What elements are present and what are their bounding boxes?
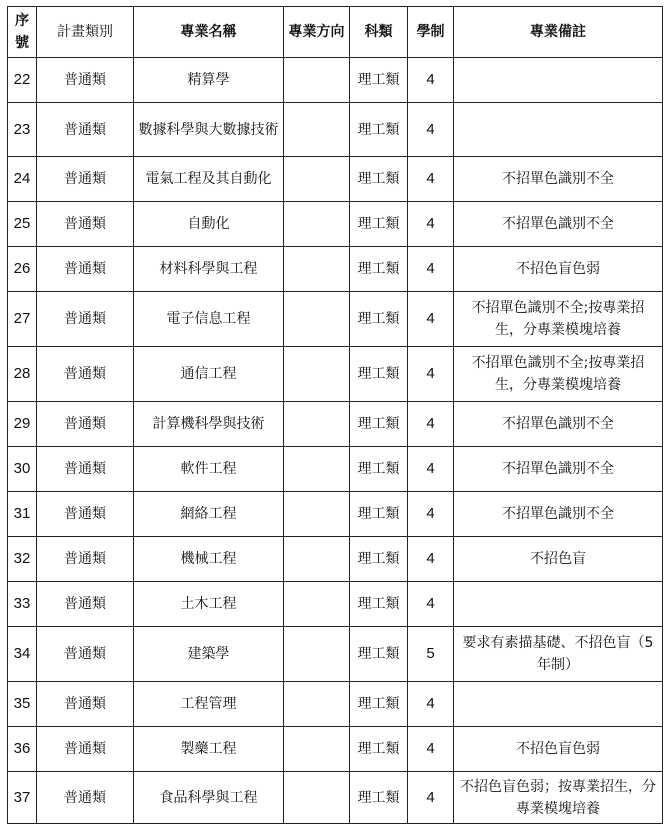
header-row <box>8 7 663 58</box>
cell-major: 電子信息工程 <box>134 292 284 347</box>
cell-plan: 普通類 <box>37 447 134 492</box>
table-row <box>8 582 663 627</box>
cell-note: 不招單色識別不全 <box>454 447 663 492</box>
cell-seq: 35 <box>8 682 37 727</box>
cell-years: 4 <box>408 58 454 103</box>
cell-major: 電氣工程及其自動化 <box>134 157 284 202</box>
cell-category: 理工類 <box>350 582 408 627</box>
header-years: 學制 <box>408 7 454 58</box>
cell-direction <box>284 402 350 447</box>
table-row <box>8 402 663 447</box>
cell-direction <box>284 627 350 682</box>
table-row <box>8 103 663 157</box>
cell-note: 不招單色識別不全;按專業招生，分專業模塊培養 <box>454 347 663 402</box>
cell-years: 4 <box>408 402 454 447</box>
table-row <box>8 727 663 772</box>
cell-plan: 普通類 <box>37 103 134 157</box>
cell-seq: 30 <box>8 447 37 492</box>
cell-category: 理工類 <box>350 682 408 727</box>
cell-seq: 25 <box>8 202 37 247</box>
major-table <box>7 6 663 824</box>
table-row <box>8 347 663 402</box>
table-row <box>8 447 663 492</box>
cell-years: 4 <box>408 292 454 347</box>
cell-seq: 23 <box>8 103 37 157</box>
cell-major: 土木工程 <box>134 582 284 627</box>
cell-seq: 36 <box>8 727 37 772</box>
header-seq: 序號 <box>8 7 37 58</box>
cell-category: 理工類 <box>350 402 408 447</box>
cell-direction <box>284 58 350 103</box>
cell-category: 理工類 <box>350 727 408 772</box>
cell-direction <box>284 103 350 157</box>
cell-seq: 33 <box>8 582 37 627</box>
cell-category: 理工類 <box>350 202 408 247</box>
cell-category: 理工類 <box>350 627 408 682</box>
table-row <box>8 58 663 103</box>
cell-category: 理工類 <box>350 292 408 347</box>
cell-plan: 普通類 <box>37 402 134 447</box>
cell-category: 理工類 <box>350 103 408 157</box>
cell-seq: 26 <box>8 247 37 292</box>
cell-years: 4 <box>408 682 454 727</box>
cell-years: 4 <box>408 537 454 582</box>
cell-plan: 普通類 <box>37 727 134 772</box>
cell-category: 理工類 <box>350 447 408 492</box>
cell-seq: 29 <box>8 402 37 447</box>
cell-note: 不招單色識別不全 <box>454 157 663 202</box>
header-direction: 專業方向 <box>284 7 350 58</box>
cell-major: 精算學 <box>134 58 284 103</box>
cell-note: 不招色盲 <box>454 537 663 582</box>
cell-plan: 普通類 <box>37 157 134 202</box>
cell-major: 計算機科學與技術 <box>134 402 284 447</box>
table-row <box>8 247 663 292</box>
cell-major: 材料科學與工程 <box>134 247 284 292</box>
cell-years: 4 <box>408 447 454 492</box>
cell-years: 4 <box>408 347 454 402</box>
cell-seq: 28 <box>8 347 37 402</box>
cell-plan: 普通類 <box>37 247 134 292</box>
cell-direction <box>284 292 350 347</box>
cell-direction <box>284 247 350 292</box>
cell-major: 工程管理 <box>134 682 284 727</box>
cell-plan: 普通類 <box>37 202 134 247</box>
admissions-table-sheet <box>7 6 663 824</box>
table-row <box>8 682 663 727</box>
cell-major: 數據科學與大數據技術 <box>134 103 284 157</box>
cell-years: 4 <box>408 772 454 824</box>
cell-direction <box>284 727 350 772</box>
cell-note: 不招單色識別不全 <box>454 402 663 447</box>
cell-direction <box>284 157 350 202</box>
cell-category: 理工類 <box>350 58 408 103</box>
cell-note: 不招單色識別不全;按專業招生，分專業模塊培養 <box>454 292 663 347</box>
cell-note: 不招色盲色弱 <box>454 247 663 292</box>
cell-major: 網絡工程 <box>134 492 284 537</box>
cell-major: 食品科學與工程 <box>134 772 284 824</box>
cell-seq: 27 <box>8 292 37 347</box>
cell-plan: 普通類 <box>37 537 134 582</box>
cell-major: 建築學 <box>134 627 284 682</box>
cell-seq: 37 <box>8 772 37 824</box>
cell-category: 理工類 <box>350 772 408 824</box>
cell-direction <box>284 492 350 537</box>
cell-years: 4 <box>408 103 454 157</box>
table-row <box>8 292 663 347</box>
cell-note: 不招色盲色弱；按專業招生，分專業模塊培養 <box>454 772 663 824</box>
cell-direction <box>284 682 350 727</box>
cell-plan: 普通類 <box>37 347 134 402</box>
cell-category: 理工類 <box>350 247 408 292</box>
header-plan: 計畫類別 <box>37 7 134 58</box>
cell-years: 4 <box>408 492 454 537</box>
cell-plan: 普通類 <box>37 58 134 103</box>
cell-plan: 普通類 <box>37 292 134 347</box>
cell-note: 不招單色識別不全 <box>454 492 663 537</box>
cell-plan: 普通類 <box>37 682 134 727</box>
table-row <box>8 202 663 247</box>
header-major: 專業名稱 <box>134 7 284 58</box>
cell-direction <box>284 772 350 824</box>
table-row <box>8 157 663 202</box>
cell-major: 通信工程 <box>134 347 284 402</box>
header-note: 專業備註 <box>454 7 663 58</box>
cell-seq: 31 <box>8 492 37 537</box>
cell-direction <box>284 537 350 582</box>
cell-direction <box>284 202 350 247</box>
cell-category: 理工類 <box>350 157 408 202</box>
header-category: 科類 <box>350 7 408 58</box>
cell-category: 理工類 <box>350 492 408 537</box>
cell-note: 不招色盲色弱 <box>454 727 663 772</box>
cell-seq: 24 <box>8 157 37 202</box>
cell-seq: 34 <box>8 627 37 682</box>
table-row <box>8 627 663 682</box>
table-row <box>8 492 663 537</box>
cell-major: 製藥工程 <box>134 727 284 772</box>
cell-plan: 普通類 <box>37 627 134 682</box>
cell-direction <box>284 582 350 627</box>
cell-category: 理工類 <box>350 537 408 582</box>
cell-major: 自動化 <box>134 202 284 247</box>
table-row <box>8 537 663 582</box>
cell-direction <box>284 447 350 492</box>
cell-note <box>454 58 663 103</box>
cell-years: 4 <box>408 582 454 627</box>
cell-years: 4 <box>408 202 454 247</box>
cell-seq: 32 <box>8 537 37 582</box>
cell-note: 要求有素描基礎、不招色盲（5年制） <box>454 627 663 682</box>
cell-note: 不招單色識別不全 <box>454 202 663 247</box>
cell-direction <box>284 347 350 402</box>
cell-major: 機械工程 <box>134 537 284 582</box>
cell-seq: 22 <box>8 58 37 103</box>
cell-note <box>454 582 663 627</box>
cell-years: 4 <box>408 157 454 202</box>
cell-note <box>454 682 663 727</box>
cell-plan: 普通類 <box>37 582 134 627</box>
cell-plan: 普通類 <box>37 492 134 537</box>
cell-years: 5 <box>408 627 454 682</box>
cell-years: 4 <box>408 247 454 292</box>
cell-years: 4 <box>408 727 454 772</box>
table-row <box>8 772 663 824</box>
cell-plan: 普通類 <box>37 772 134 824</box>
cell-note <box>454 103 663 157</box>
cell-category: 理工類 <box>350 347 408 402</box>
cell-major: 軟件工程 <box>134 447 284 492</box>
